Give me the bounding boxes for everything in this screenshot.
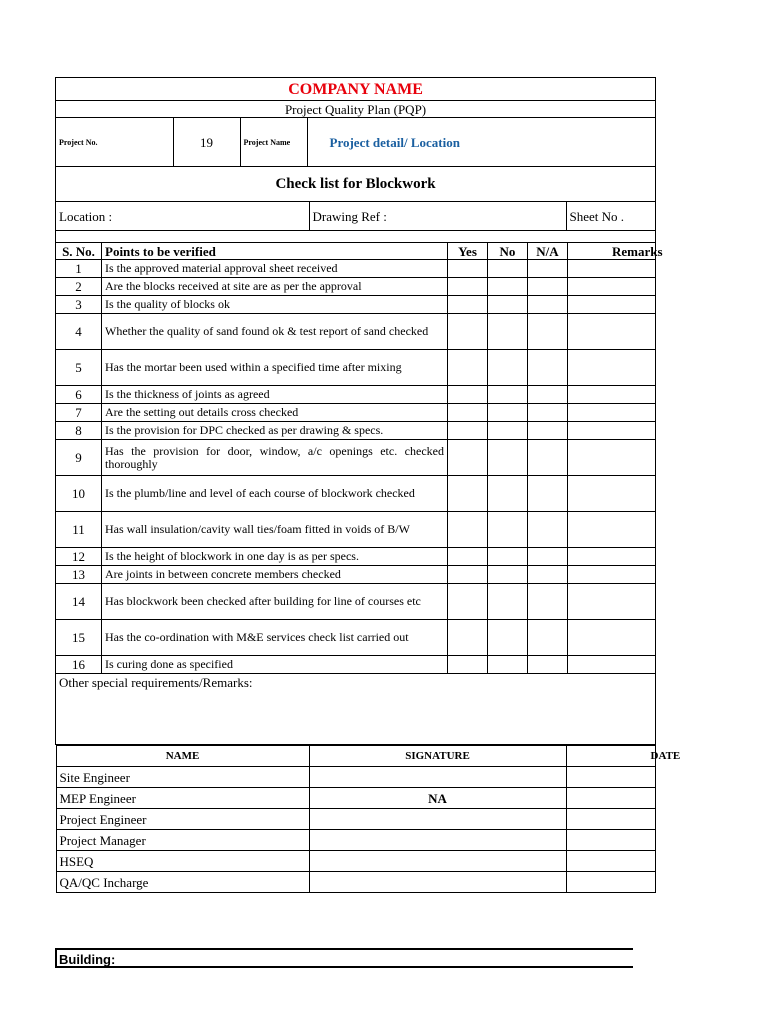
- row-yes-cell[interactable]: [448, 512, 488, 548]
- sig-date[interactable]: [566, 830, 655, 851]
- signature-row: [56, 830, 655, 851]
- meta-row: [56, 202, 656, 231]
- row-no-cell[interactable]: [488, 566, 528, 584]
- main-grid: [55, 77, 681, 893]
- row-number: 12: [56, 548, 102, 566]
- table-row: [56, 620, 656, 656]
- row-na-cell[interactable]: [528, 440, 568, 476]
- meta-subtable: [56, 202, 655, 230]
- signature-row: [56, 767, 655, 788]
- row-no-cell[interactable]: [488, 260, 528, 278]
- row-remarks-cell[interactable]: [568, 548, 656, 566]
- gap-row: [56, 231, 656, 243]
- row-remarks-cell[interactable]: [568, 314, 656, 350]
- row-yes-cell[interactable]: [448, 422, 488, 440]
- row-remarks-cell[interactable]: [568, 422, 656, 440]
- row-number: 6: [56, 386, 102, 404]
- checklist-items: [56, 260, 656, 674]
- table-row: [56, 350, 656, 386]
- row-point: Has the co-ordination with M&E services check list carried out: [102, 620, 448, 656]
- plan-row: Project Quality Plan (PQP): [56, 101, 656, 118]
- row-yes-cell[interactable]: [448, 404, 488, 422]
- col-na: N/A: [528, 243, 568, 260]
- row-no-cell[interactable]: [488, 476, 528, 512]
- title-row: Check list for Blockwork: [56, 167, 656, 202]
- row-number: 10: [56, 476, 102, 512]
- row-yes-cell[interactable]: [448, 656, 488, 674]
- row-number: 11: [56, 512, 102, 548]
- row-no-cell[interactable]: [488, 512, 528, 548]
- row-number: 16: [56, 656, 102, 674]
- sig-name: MEP Engineer: [56, 788, 309, 809]
- sig-col-signature: SIGNATURE: [309, 746, 566, 767]
- row-na-cell[interactable]: [528, 566, 568, 584]
- project-detail-input[interactable]: Project detail/ Location: [329, 134, 460, 150]
- sig-name: HSEQ: [56, 851, 309, 872]
- table-row: [56, 566, 656, 584]
- row-na-cell[interactable]: [528, 386, 568, 404]
- row-number: 14: [56, 584, 102, 620]
- sheet-no-input[interactable]: Sheet No .: [569, 208, 625, 224]
- row-na-cell[interactable]: [528, 278, 568, 296]
- row-point: Is the plumb/line and level of each course of blockwork checked: [102, 476, 448, 512]
- table-row: [56, 278, 656, 296]
- row-yes-cell[interactable]: [448, 296, 488, 314]
- row-point: Is the approved material approval sheet received: [102, 260, 448, 278]
- sig-name: QA/QC Incharge: [56, 872, 309, 893]
- sig-signature[interactable]: [309, 872, 566, 893]
- sig-signature[interactable]: NA: [309, 788, 566, 809]
- sig-signature[interactable]: [309, 767, 566, 788]
- row-no-cell[interactable]: [488, 350, 528, 386]
- row-number: 8: [56, 422, 102, 440]
- row-point: Is curing done as specified: [102, 656, 448, 674]
- row-na-cell[interactable]: [528, 512, 568, 548]
- row-no-cell[interactable]: [488, 422, 528, 440]
- row-na-cell[interactable]: [528, 422, 568, 440]
- row-remarks-cell[interactable]: [568, 584, 656, 620]
- row-point: Has the mortar been used within a specified time after mixing: [102, 350, 448, 386]
- row-na-cell[interactable]: [528, 656, 568, 674]
- row-yes-cell[interactable]: [448, 566, 488, 584]
- table-row: [56, 476, 656, 512]
- row-na-cell[interactable]: [528, 260, 568, 278]
- row-no-cell[interactable]: [488, 440, 528, 476]
- signature-row: [56, 851, 655, 872]
- signature-row: [56, 788, 655, 809]
- signature-block: [56, 745, 681, 894]
- row-remarks-cell[interactable]: [568, 656, 656, 674]
- row-number: 1: [56, 260, 102, 278]
- sig-name: Site Engineer: [56, 767, 309, 788]
- table-row: [56, 422, 656, 440]
- sig-name: Project Manager: [56, 830, 309, 851]
- row-remarks-cell[interactable]: [568, 386, 656, 404]
- company-name-row: COMPANY NAME: [56, 78, 656, 101]
- row-na-cell[interactable]: [528, 548, 568, 566]
- row-na-cell[interactable]: [528, 476, 568, 512]
- row-no-cell[interactable]: [488, 656, 528, 674]
- sig-signature[interactable]: [309, 830, 566, 851]
- row-remarks-cell[interactable]: [568, 296, 656, 314]
- row-number: 2: [56, 278, 102, 296]
- row-point: Has blockwork been checked after building for line of courses etc: [102, 584, 448, 620]
- sig-col-date: DATE: [566, 746, 655, 767]
- sig-name: Project Engineer: [56, 809, 309, 830]
- row-remarks-cell[interactable]: [568, 350, 656, 386]
- row-point: Is the quality of blocks ok: [102, 296, 448, 314]
- row-yes-cell[interactable]: [448, 548, 488, 566]
- row-number: 3: [56, 296, 102, 314]
- signature-rows: [56, 746, 681, 893]
- row-point: Is the provision for DPC checked as per drawing & specs.: [102, 422, 448, 440]
- sig-date[interactable]: [566, 851, 655, 872]
- row-remarks-cell[interactable]: [568, 512, 656, 548]
- row-point: Is the height of blockwork in one day is as per specs.: [102, 548, 448, 566]
- row-number: 15: [56, 620, 102, 656]
- row-point: Has wall insulation/cavity wall ties/foam fitted in voids of B/W: [102, 512, 448, 548]
- row-na-cell[interactable]: [528, 584, 568, 620]
- row-number: 4: [56, 314, 102, 350]
- row-no-cell[interactable]: [488, 278, 528, 296]
- row-no-cell[interactable]: [488, 548, 528, 566]
- row-yes-cell[interactable]: [448, 620, 488, 656]
- row-no-cell[interactable]: [488, 620, 528, 656]
- row-number: 7: [56, 404, 102, 422]
- row-yes-cell[interactable]: [448, 440, 488, 476]
- project-no-caption: Project No.: [56, 118, 173, 166]
- row-remarks-cell[interactable]: [568, 566, 656, 584]
- row-yes-cell[interactable]: [448, 350, 488, 386]
- signature-table: [56, 745, 681, 893]
- row-yes-cell[interactable]: [448, 314, 488, 350]
- table-row: [56, 314, 656, 350]
- row-no-cell[interactable]: [488, 296, 528, 314]
- row-number: 13: [56, 566, 102, 584]
- row-na-cell[interactable]: [528, 296, 568, 314]
- signature-row: [56, 872, 655, 893]
- table-row: [56, 656, 656, 674]
- sig-date[interactable]: [566, 809, 655, 830]
- row-yes-cell[interactable]: [448, 386, 488, 404]
- table-row: [56, 548, 656, 566]
- col-no: No: [488, 243, 528, 260]
- row-remarks-cell[interactable]: [568, 476, 656, 512]
- row-point: Are the blocks received at site are as per the approval: [102, 278, 448, 296]
- row-point: Are the setting out details cross checked: [102, 404, 448, 422]
- row-na-cell[interactable]: [528, 314, 568, 350]
- table-row: [56, 440, 656, 476]
- row-yes-cell[interactable]: [448, 260, 488, 278]
- project-no-input[interactable]: 19: [173, 118, 240, 166]
- sig-signature[interactable]: [309, 851, 566, 872]
- project-subtable: [56, 118, 655, 166]
- sig-date[interactable]: [566, 788, 655, 809]
- row-remarks-cell[interactable]: [568, 440, 656, 476]
- table-row: [56, 512, 656, 548]
- location-input[interactable]: Location :: [56, 202, 309, 230]
- table-row: [56, 404, 656, 422]
- row-na-cell[interactable]: [528, 620, 568, 656]
- row-point: Whether the quality of sand found ok & test report of sand checked: [102, 314, 448, 350]
- row-no-cell[interactable]: [488, 314, 528, 350]
- building-bar[interactable]: Building:: [55, 948, 633, 968]
- table-row: [56, 260, 656, 278]
- project-name-caption: Project Name: [240, 118, 307, 166]
- table-row: [56, 584, 656, 620]
- row-number: 9: [56, 440, 102, 476]
- row-point: Are joints in between concrete members checked: [102, 566, 448, 584]
- sig-date[interactable]: [566, 872, 655, 893]
- row-no-cell[interactable]: [488, 386, 528, 404]
- row-point: Has the provision for door, window, a/c openings etc. checked thoroughly: [102, 440, 448, 476]
- col-remarks: Remarks: [568, 243, 656, 260]
- table-row: [56, 296, 656, 314]
- row-yes-cell[interactable]: [448, 476, 488, 512]
- row-no-cell[interactable]: [488, 584, 528, 620]
- row-remarks-cell[interactable]: [568, 620, 656, 656]
- col-yes: Yes: [448, 243, 488, 260]
- sig-col-name: NAME: [56, 746, 309, 767]
- row-point: Is the thickness of joints as agreed: [102, 386, 448, 404]
- row-remarks-cell[interactable]: [568, 404, 656, 422]
- main-clip: [55, 77, 681, 917]
- row-na-cell[interactable]: [528, 350, 568, 386]
- row-yes-cell[interactable]: [448, 278, 488, 296]
- row-number: 5: [56, 350, 102, 386]
- project-row: [56, 118, 656, 167]
- table-row: [56, 386, 656, 404]
- row-no-cell[interactable]: [488, 404, 528, 422]
- row-na-cell[interactable]: [528, 404, 568, 422]
- col-points: Points to be verified: [102, 243, 448, 260]
- row-remarks-cell[interactable]: [568, 278, 656, 296]
- sig-signature[interactable]: [309, 809, 566, 830]
- row-remarks-cell[interactable]: [568, 260, 656, 278]
- drawing-ref-input[interactable]: Drawing Ref :: [309, 202, 566, 230]
- other-remarks[interactable]: Other special requirements/Remarks:: [56, 674, 656, 745]
- sig-date[interactable]: [566, 767, 655, 788]
- signature-row: [56, 809, 655, 830]
- row-yes-cell[interactable]: [448, 584, 488, 620]
- col-sno: S. No.: [56, 243, 102, 260]
